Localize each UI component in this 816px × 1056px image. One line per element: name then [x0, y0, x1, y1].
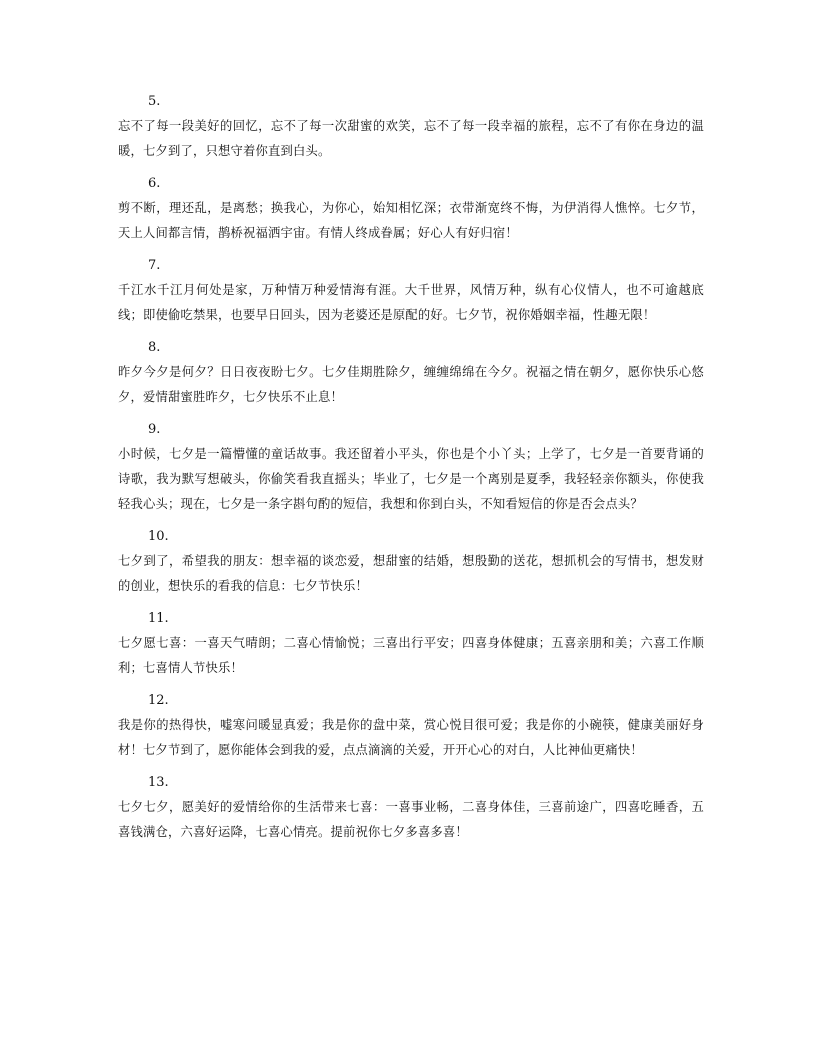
entry-number: 6. — [148, 176, 161, 191]
entry-text: 七夕到了，希望我的朋友：想幸福的谈恋爱，想甜蜜的结婚，想殷勤的送花，想抓机会的写情书，想发财的创业，想快乐的看我的信息：七夕节快乐！ — [118, 554, 704, 593]
entry-number: 8. — [148, 340, 161, 355]
entry-text: 七夕七夕，愿美好的爱情给你的生活带来七喜：一喜事业畅，二喜身体佳，三喜前途广，四喜吃睡香，五喜钱满仓，六喜好运降，七喜心情亮。提前祝你七夕多喜多喜！ — [118, 800, 704, 839]
entry-7 — [118, 256, 704, 328]
entry-9 — [118, 420, 704, 517]
entry-number: 13. — [148, 775, 169, 790]
entry-12 — [118, 691, 704, 763]
entry-text: 忘不了每一段美好的回忆，忘不了每一次甜蜜的欢笑，忘不了每一段幸福的旅程，忘不了有你在身边的温暖，七夕到了，只想守着你直到白头。 — [118, 119, 704, 158]
entry-6 — [118, 174, 704, 246]
document-page — [118, 92, 704, 855]
entry-5 — [118, 92, 704, 164]
entry-text: 小时候，七夕是一篇懵懂的童话故事。我还留着小平头，你也是个小丫头；上学了，七夕是一首要背诵的诗歌，我为默写想破头，你偷笑看我直摇头；毕业了，七夕是一个离别是夏季，我轻轻亲你额头，你使我轻我心头；现在，七夕是一条字斟句酌的短信，我想和你到白头，不知看短信的你是否会点头？ — [118, 447, 704, 511]
entry-number: 9. — [148, 422, 161, 437]
entry-text: 千江水千江月何处是家，万种情万种爱情海有涯。大千世界，风情万种，纵有心仪情人，也不可逾越底线；即使偷吃禁果，也要早日回头，因为老婆还是原配的好。七夕节，祝你婚姻幸福，性趣无限！ — [118, 283, 704, 322]
entry-number: 7. — [148, 258, 161, 273]
entry-number: 11. — [148, 611, 169, 626]
entry-number: 12. — [148, 693, 169, 708]
entry-number: 10. — [148, 529, 169, 544]
entry-text: 七夕愿七喜：一喜天气晴朗；二喜心情愉悦；三喜出行平安；四喜身体健康；五喜亲朋和美；六喜工作顺利；七喜情人节快乐！ — [118, 636, 704, 675]
entry-text: 昨夕今夕是何夕？日日夜夜盼七夕。七夕佳期胜除夕，缠缠绵绵在今夕。祝福之情在朝夕，愿你快乐心悠夕，爱情甜蜜胜昨夕，七夕快乐不止息！ — [118, 365, 704, 404]
entry-11 — [118, 609, 704, 681]
entry-number: 5. — [148, 94, 161, 109]
entry-8 — [118, 338, 704, 410]
entry-text: 剪不断，理还乱，是离愁；换我心，为你心，始知相忆深；衣带渐宽终不悔，为伊消得人憔悴。七夕节，天上人间都言情，鹊桥祝福洒宇宙。有情人终成眷属；好心人有好归宿！ — [118, 201, 704, 240]
entry-10 — [118, 527, 704, 599]
entry-13 — [118, 773, 704, 845]
entry-text: 我是你的热得快，嘘寒问暖显真爱；我是你的盘中菜，赏心悦目很可爱；我是你的小碗筷，健康美丽好身材！七夕节到了，愿你能体会到我的爱，点点滴滴的关爱，开开心心的对白，人比神仙更痛快！ — [118, 718, 704, 757]
